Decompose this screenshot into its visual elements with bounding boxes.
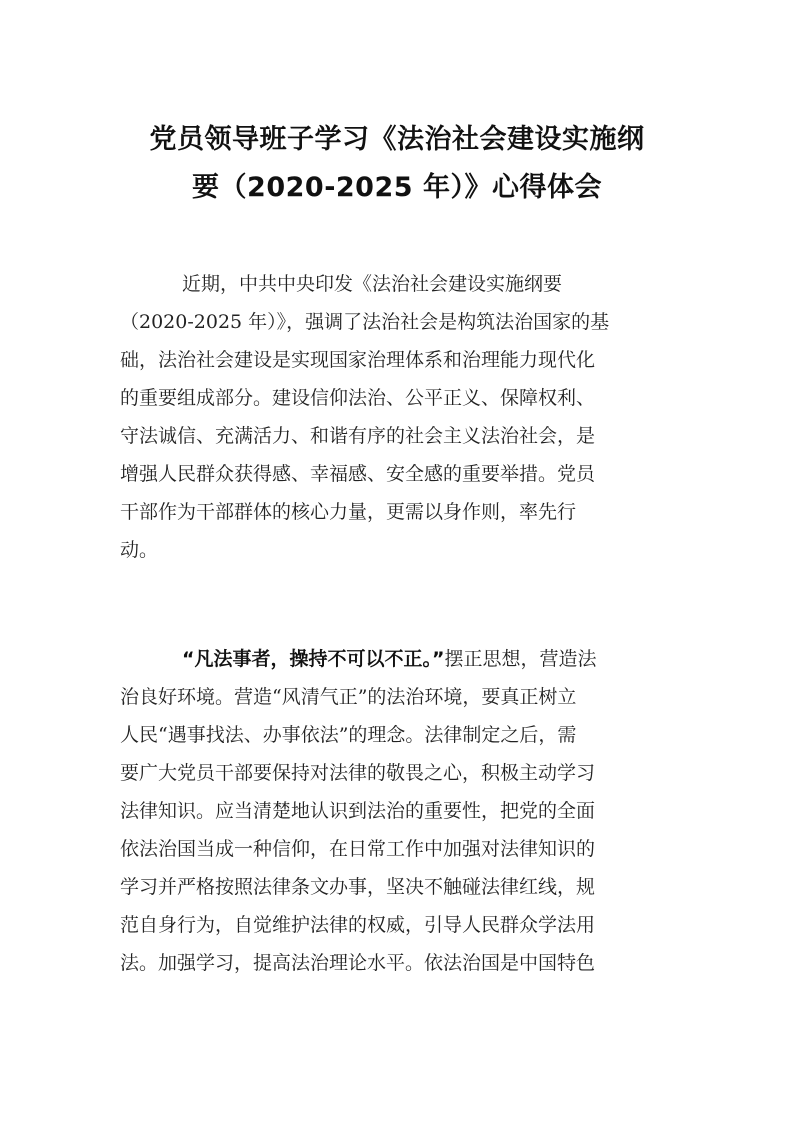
paragraph-intro [120, 265, 680, 569]
paragraph-line: 法律知识。应当清楚地认识到法治的重要性，把党的全面 [120, 800, 596, 822]
paragraph-line: 人民“遇事找法、办事依法”的理念。法律制定之后，需 [120, 724, 577, 746]
paragraph-line: 动。 [120, 539, 159, 561]
paragraph-line: 础，法治社会建设是实现国家治理体系和治理能力现代化 [120, 349, 596, 371]
paragraph-line: 依法治国当成一种信仰，在日常工作中加强对法律知识的 [120, 838, 596, 860]
document-title [120, 116, 674, 212]
paragraph-first-line [120, 640, 680, 678]
paragraph-line: 治良好环境。营造“风清气正”的法治环境，要真正树立 [120, 686, 577, 708]
paragraph-line: 学习并严格按照法律条文办事，坚决不触碰法律红线，规 [120, 876, 596, 898]
paragraph-line: （2020-2025 年）》，强调了法治社会是构筑法治国家的基 [120, 311, 610, 333]
paragraph-line: 范自身行为，自觉维护法律的权威，引导人民群众学法用 [120, 914, 596, 936]
paragraph-first-line-text: 摆正思想，营造法 [444, 648, 597, 670]
paragraph-line: 法。加强学习，提高法治理论水平。依法治国是中国特色 [120, 952, 596, 974]
paragraph-line: 干部作为干部群体的核心力量，更需以身作则，率先行 [120, 501, 577, 523]
paragraph-line: 增强人民群众获得感、幸福感、安全感的重要举措。党员 [120, 463, 596, 485]
paragraph-rule-of-law [120, 640, 680, 982]
paragraph-heading-quote: “凡法事者，操持不可以不正。” [182, 648, 445, 670]
paragraph-line: 守法诚信、充满活力、和谐有序的社会主义法治社会，是 [120, 425, 596, 447]
title-line-1: 党员领导班子学习《法治社会建设实施纲 [149, 124, 645, 156]
paragraph-line: 近期，中共中央印发《法治社会建设实施纲要 [182, 273, 563, 295]
paragraph-line: 的重要组成部分。建设信仰法治、公平正义、保障权利、 [120, 387, 596, 409]
paragraph-line: 要广大党员干部要保持对法律的敬畏之心，积极主动学习 [120, 762, 596, 784]
title-line-2: 要（2020-2025 年）》心得体会 [192, 172, 602, 204]
